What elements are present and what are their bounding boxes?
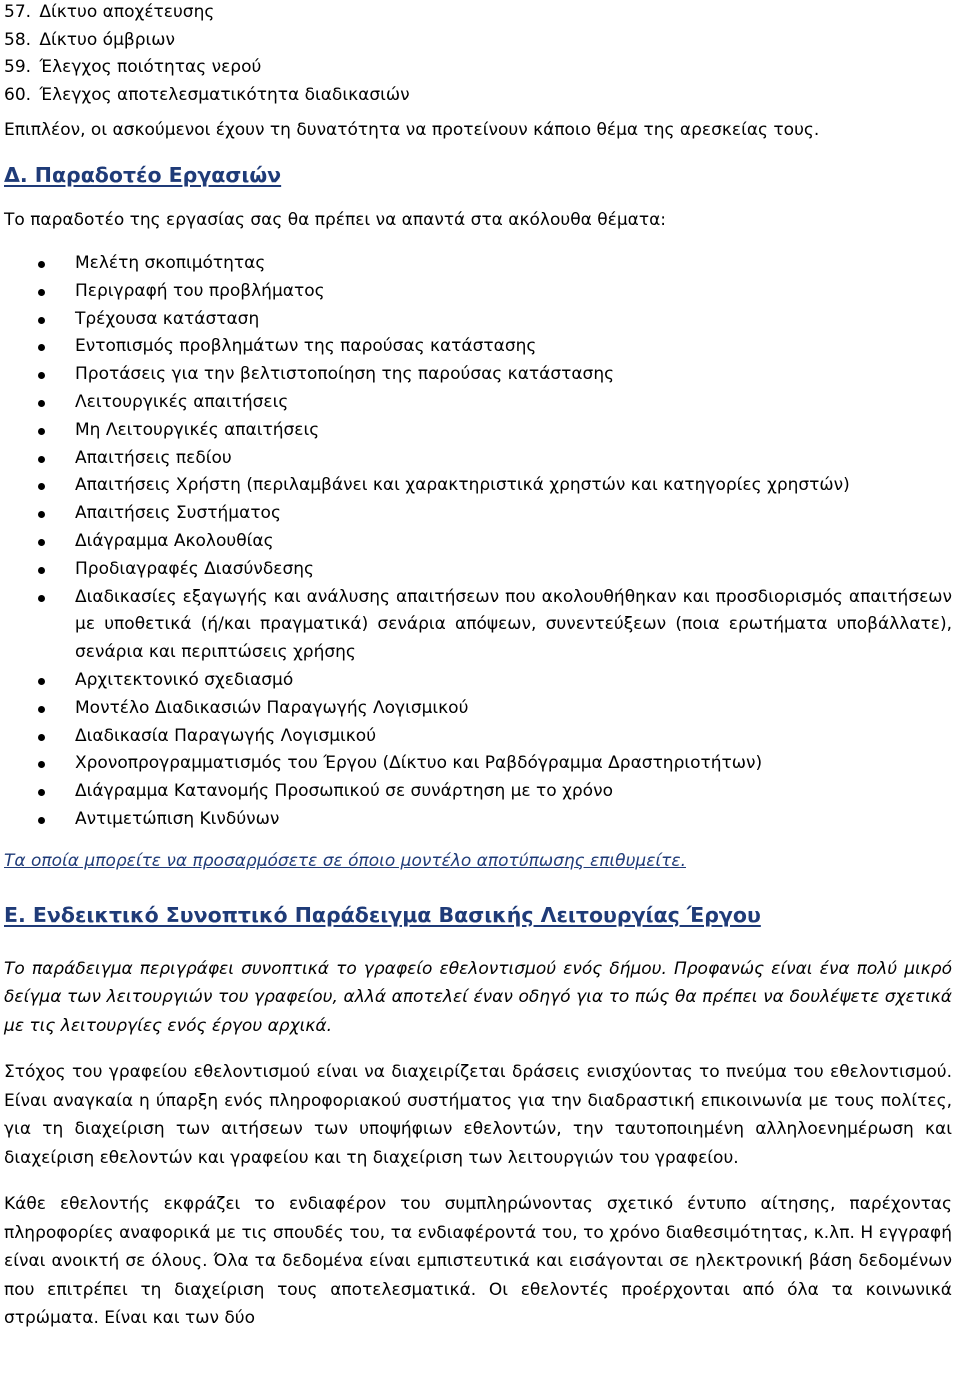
- deliverable-item: Τρέχουσα κατάσταση: [4, 306, 956, 334]
- bullet-icon: [38, 539, 45, 546]
- list-item: [4, 0, 956, 28]
- deliverable-item: Απαιτήσεις πεδίου: [4, 445, 956, 473]
- list-text: Δίκτυο όμβριων: [39, 29, 176, 50]
- section-e-heading: Ε. Ενδεικτικό Συνοπτικό Παράδειγμα Βασικής Λειτουργίας Έργου: [4, 902, 761, 927]
- bullet-icon: [38, 734, 45, 741]
- bullet-icon: [38, 761, 45, 768]
- bullet-icon: [38, 261, 45, 268]
- section-d-note: Τα οποία μπορείτε να προσαρμόσετε σε όποιο μοντέλο αποτύπωσης επιθυμείτε.: [4, 850, 686, 871]
- deliverable-item: Αντιμετώπιση Κινδύνων: [4, 806, 956, 834]
- list-text: Έλεγχος αποτελεσματικότητα διαδικασιών: [39, 84, 410, 105]
- bullet-icon: [38, 428, 45, 435]
- deliverable-item: Μελέτη σκοπιμότητας: [4, 250, 956, 278]
- list-item: [4, 55, 956, 83]
- list-number: 59.: [4, 57, 32, 77]
- deliverable-item: Χρονοπρογραμματισμός του Έργου (Δίκτυο και Ραβδόγραμμα Δραστηριοτήτων): [4, 750, 956, 778]
- deliverable-item: Λειτουργικές απαιτήσεις: [4, 389, 956, 417]
- bullet-icon: [38, 595, 45, 602]
- deliverable-item: Απαιτήσεις Συστήματος: [4, 500, 956, 528]
- list-number: 60.: [4, 84, 32, 105]
- bullet-icon: [38, 289, 45, 296]
- deliverable-item: Προδιαγραφές Διασύνδεσης: [4, 556, 956, 584]
- bullet-icon: [38, 817, 45, 824]
- bullet-icon: [38, 456, 45, 463]
- bullet-icon: [38, 344, 45, 351]
- bullet-icon: [38, 372, 45, 379]
- bullet-icon: [38, 789, 45, 796]
- section-e-paragraph-3: Κάθε εθελοντής εκφράζει το ενδιαφέρον του συμπληρώνοντας σχετικό έντυπο αίτησης, παρέχοντας πληροφορίες αναφορικά με τις σπουδές του, τα ενδιαφέροντά του, το χρόνο διαθεσιμότητας, κ.λπ. Η εγγραφή είναι ανοικτή σε όλους. Όλα τα δεδομένα είναι εμπιστευτικά και εισάγονται σε ηλεκτρονική βάση δεδομένων που επιτρέπει τη διαχείριση τους αποτελεσματικά. Οι εθελοντές προέρχονται από όλα τα κοινωνικά στρώματα. Είναι και των δύο: [4, 1194, 952, 1329]
- deliverable-item: Διάγραμμα Ακολουθίας: [4, 528, 956, 556]
- list-number: 57.: [4, 2, 32, 22]
- deliverables-list: [4, 250, 956, 834]
- list-text: Δίκτυο αποχέτευσης: [39, 2, 215, 22]
- deliverable-item: Μοντέλο Διαδικασιών Παραγωγής Λογισμικού: [4, 695, 956, 723]
- deliverable-item: Εντοπισμός προβλημάτων της παρούσας κατάστασης: [4, 333, 956, 361]
- list-text: Έλεγχος ποιότητας νερού: [39, 57, 262, 77]
- numbered-list: [4, 0, 956, 110]
- deliverable-item: Μη Λειτουργικές απαιτήσεις: [4, 417, 956, 445]
- section-e-paragraph-2: Στόχος του γραφείου εθελοντισμού είναι να διαχειρίζεται δράσεις ενισχύοντας το πνεύμα του εθελοντισμού. Είναι αναγκαία η ύπαρξη ενός πληροφοριακού συστήματος για την διαδραστική επικοινωνία με τους πολίτες, για τη διαχείριση των αιτήσεων των υποψήφιων εθελοντών, την ταυτοποιημένη αλληλοενημέρωση και διαχείριση εθελοντών και γραφείου και τη διαχείριση των λειτουργιών του γραφείου.: [4, 1062, 952, 1168]
- section-d-heading: Δ. Παραδοτέο Εργασιών: [4, 163, 282, 187]
- intro-paragraph: Επιπλέον, οι ασκούμενοι έχουν τη δυνατότητα να προτείνουν κάποιο θέμα της αρεσκείας τους.: [4, 120, 820, 140]
- section-d-lead: Το παραδοτέο της εργασίας σας θα πρέπει να απαντά στα ακόλουθα θέματα:: [4, 210, 667, 230]
- list-number: 58.: [4, 29, 32, 50]
- section-e-paragraph-1: Το παράδειγμα περιγράφει συνοπτικά το γραφείο εθελοντισμού ενός δήμου. Προφανώς είναι ένα πολύ μικρό δείγμα των λειτουργιών του γραφείου, αλλά αποτελεί έναν οδηγό για το πώς θα πρέπει να δουλέψετε σχετικά με τις λειτουργίες ενός έργου αρχικά.: [4, 958, 952, 1036]
- list-item: [4, 28, 956, 56]
- deliverable-item: Απαιτήσεις Χρήστη (περιλαμβάνει και χαρακτηριστικά χρηστών και κατηγορίες χρηστών): [4, 472, 956, 500]
- deliverable-item: Διάγραμμα Κατανομής Προσωπικού σε συνάρτηση με το χρόνο: [4, 778, 956, 806]
- list-item: [4, 83, 956, 111]
- bullet-icon: [38, 706, 45, 713]
- deliverable-item: Προτάσεις για την βελτιστοποίηση της παρούσας κατάστασης: [4, 361, 956, 389]
- bullet-icon: [38, 567, 45, 574]
- bullet-icon: [38, 483, 45, 490]
- deliverable-item: Διαδικασίες εξαγωγής και ανάλυσης απαιτήσεων που ακολουθήθηκαν και προσδιορισμός απαιτήσεων με υποθετικά (ή/και πραγματικά) σενάρια απόψεων, συνεντεύξεων (ποια ερωτήματα υποβάλλατε), σενάρια και περιπτώσεις χρήσης: [4, 584, 956, 667]
- deliverable-item: Διαδικασία Παραγωγής Λογισμικού: [4, 723, 956, 751]
- bullet-icon: [38, 317, 45, 324]
- bullet-icon: [38, 511, 45, 518]
- bullet-icon: [38, 400, 45, 407]
- deliverable-item: Περιγραφή του προβλήματος: [4, 278, 956, 306]
- bullet-icon: [38, 678, 45, 685]
- deliverable-item: Αρχιτεκτονικό σχεδιασμό: [4, 667, 956, 695]
